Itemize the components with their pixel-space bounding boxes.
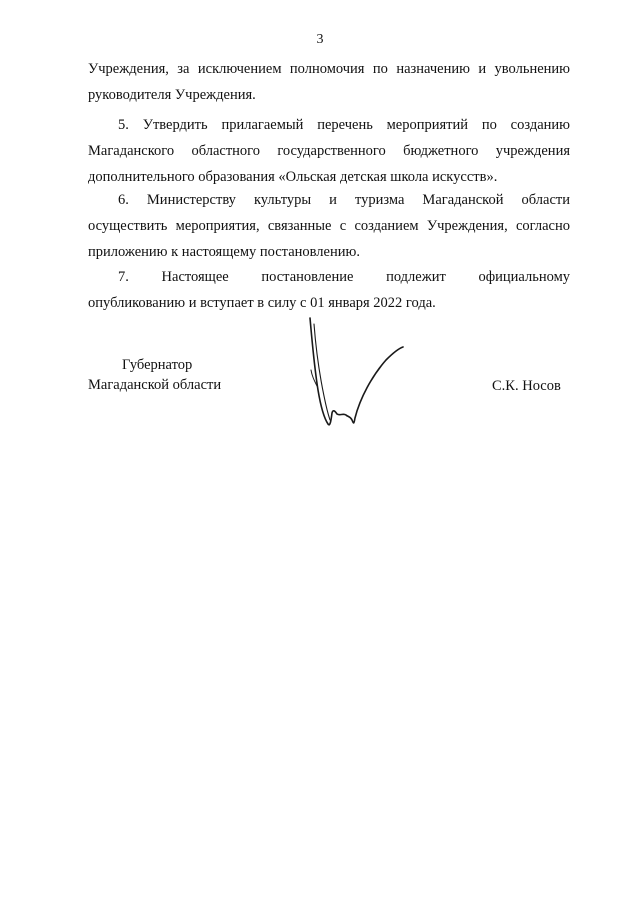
handwritten-signature-icon [290, 310, 420, 440]
signatory-name: С.К. Носов [492, 378, 561, 394]
signatory-title [88, 355, 221, 395]
text-line: Учреждения, за исключением полномочия по назначению и увольнению [88, 61, 570, 77]
text-line: руководителя Учреждения. [88, 87, 256, 103]
text-line: 7. Настоящее постановление подлежит официальному [118, 269, 570, 285]
paragraph-continued [88, 56, 570, 108]
text-line: Магаданского областного государственного бюджетного учреждения [88, 143, 570, 159]
text-line: дополнительного образования «Ольская детская школа искусств». [88, 169, 498, 185]
text-line: 5. Утвердить прилагаемый перечень мероприятий по созданию [118, 117, 570, 133]
paragraph-7 [88, 264, 570, 316]
paragraph-6 [88, 187, 570, 265]
signatory-region: Магаданской области [88, 377, 222, 393]
text-line: осуществить мероприятия, связанные с созданием Учреждения, согласно [88, 218, 570, 234]
text-line: приложению к настоящему постановлению. [88, 244, 360, 260]
paragraph-5 [88, 112, 570, 190]
text-line: опубликованию и вступает в силу с 01 января 2022 года. [88, 295, 436, 311]
page-number: 3 [316, 32, 324, 47]
signatory-position: Губернатор [122, 357, 193, 373]
text-line: 6. Министерству культуры и туризма Магаданской области [118, 192, 570, 208]
